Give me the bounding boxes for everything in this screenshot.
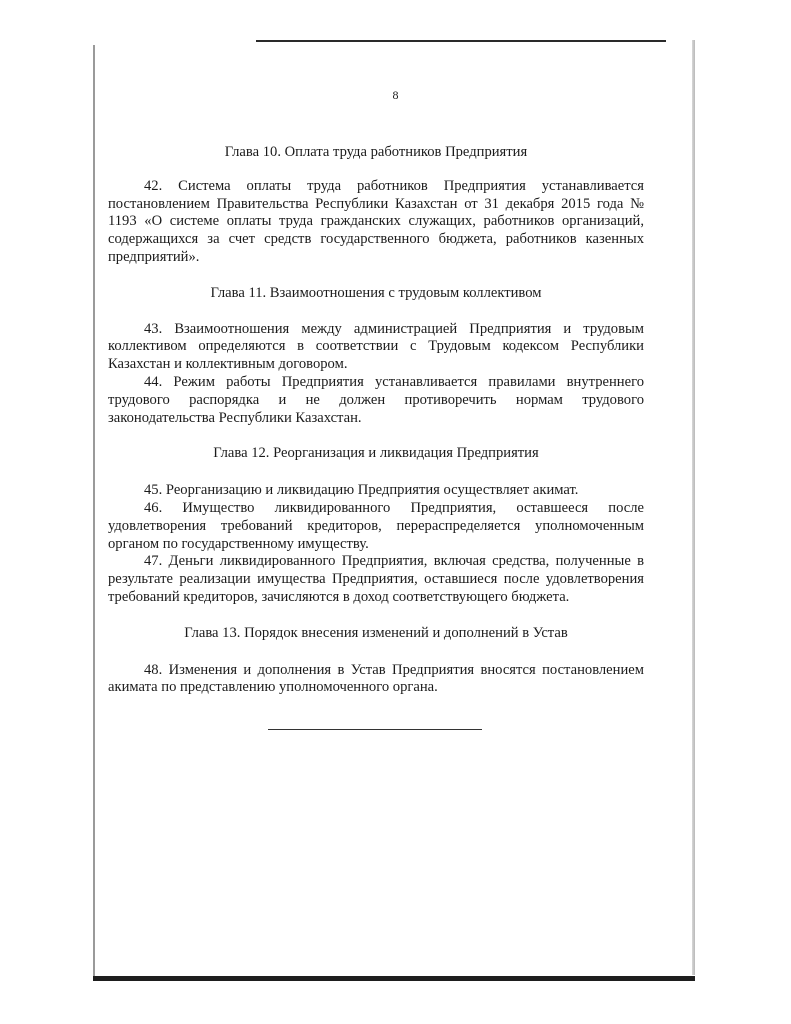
- end-rule: [268, 729, 482, 730]
- scan-edge-right: [692, 40, 695, 975]
- paragraph-44: 44. Режим работы Предприятия устанавливается правилами внутреннего трудового распорядка и не должен противоречить нормам трудового законодательства Республики Казахстан.: [108, 373, 644, 426]
- chapter-12-heading: Глава 12. Реорганизация и ликвидация Предприятия: [213, 445, 539, 462]
- paragraph-46: 46. Имущество ликвидированного Предприятия, оставшееся после удовлетворения требований кредиторов, перераспределяется уполномоченным органом по государственному имуществу.: [108, 499, 644, 552]
- paragraph-47: 47. Деньги ликвидированного Предприятия, включая средства, полученные в результате реализации имущества Предприятия, оставшиеся после удовлетворения требований кредиторов, зачисляются в доход соответствующего бюджета.: [108, 553, 644, 605]
- paragraph-45: 45. Реорганизацию и ликвидацию Предприятия осуществляет акимат.: [144, 482, 579, 499]
- scan-edge-left: [93, 45, 95, 980]
- paragraph-48: 48. Изменения и дополнения в Устав Предприятия вносятся постановлением акимата по представлению уполномоченного органа.: [108, 661, 644, 696]
- paragraph-43: 43. Взаимоотношения между администрацией Предприятия и трудовым коллективом определяются в соответствии с Трудовым кодексом Республики Казахстан и коллективным договором.: [108, 320, 644, 373]
- chapter-10-heading: Глава 10. Оплата труда работников Предприятия: [224, 144, 528, 160]
- chapter-11-heading: Глава 11. Взаимоотношения с трудовым коллективом: [210, 284, 542, 301]
- document-body: [108, 144, 644, 697]
- scan-edge-top: [256, 40, 666, 42]
- paragraph-42: 42. Система оплаты труда работников Предприятия устанавливается постановлением Правительства Республики Казахстан от 31 декабря 2015 года № 1193 «О системе оплаты труда гражданских служащих, работников организаций, содержащихся за счет средств государственного бюджета, работников казенных предприятий».: [108, 177, 644, 265]
- chapter-13-heading: Глава 13. Порядок внесения изменений и дополнений в Устав: [184, 624, 568, 641]
- page-number: 8: [392, 88, 399, 102]
- scan-edge-bottom: [93, 976, 695, 981]
